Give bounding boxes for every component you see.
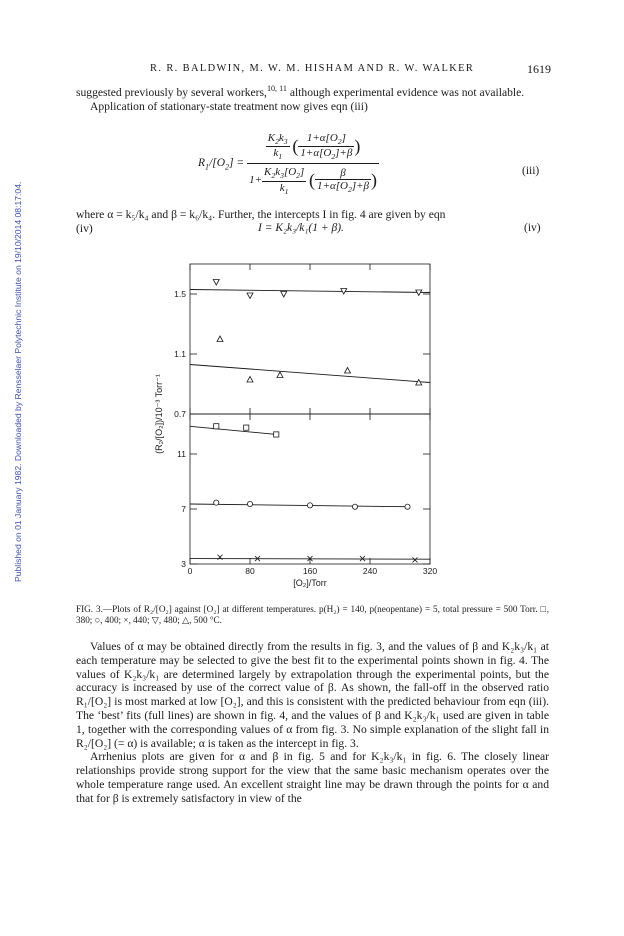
fit-line-400 bbox=[190, 504, 408, 507]
data-point-circle bbox=[214, 500, 219, 505]
running-header: R. R. BALDWIN, M. W. M. HISHAM AND R. W. WALKER bbox=[150, 63, 475, 74]
x-axis-label: [O₂]/Torr bbox=[293, 578, 327, 588]
data-point-inverted-triangle bbox=[281, 292, 287, 298]
where-line: where α = k₅/k₄ and β = k₆/k₄. Further, the intercepts I in fig. 4 are given by eqn bbox=[76, 208, 446, 221]
x-tick-label: 240 bbox=[362, 566, 378, 576]
data-point-triangle bbox=[345, 368, 351, 374]
data-point-circle bbox=[307, 503, 312, 508]
figure-caption: FIG. 3.—Plots of R₂/[O₂] against [O₂] at different temperatures. p(H₂) = 140, p(neopentane) = 5, total pressure = 500 Torr. □, 380; ○, 400; ×, 440; ▽, 480; △, 500 °C. bbox=[76, 604, 549, 626]
chart-marks bbox=[190, 280, 430, 563]
data-point-inverted-triangle bbox=[247, 293, 253, 299]
data-point-circle bbox=[352, 504, 357, 509]
fit-line-380 bbox=[190, 426, 276, 434]
data-point-square bbox=[214, 424, 219, 429]
figure-3-chart bbox=[140, 258, 460, 588]
y-tick-label: 1.1 bbox=[174, 349, 186, 359]
data-point-triangle bbox=[247, 377, 253, 383]
y-tick-label: 11 bbox=[177, 449, 186, 459]
data-point-cross bbox=[360, 556, 365, 561]
data-point-square bbox=[244, 425, 249, 430]
panel-frame bbox=[190, 264, 430, 414]
y-tick-label: 7 bbox=[181, 504, 186, 514]
data-point-triangle bbox=[217, 336, 223, 342]
x-tick-label: 80 bbox=[245, 566, 255, 576]
data-point-square bbox=[274, 432, 279, 437]
data-point-triangle bbox=[277, 372, 283, 378]
x-tick-label: 0 bbox=[187, 566, 193, 576]
eqn-iv-prefix: (iv) bbox=[76, 221, 93, 235]
intro-line-2: Application of stationary-state treatment now gives eqn (iii) bbox=[90, 99, 368, 113]
chart-axes bbox=[190, 264, 430, 564]
data-point-circle bbox=[405, 504, 410, 509]
equation-iii: $R_1/[O_2]$ = $\frac{K_2k_3}{k_1}$ ( $\frac{1+\alpha[O_2]}{1+\alpha[O_2]+\beta}$ ) 1+ $\frac{K_2k_3[O_2]}{k_1}$ ( $\frac{\beta}{1+\alpha[O_2]+\beta}$ ) bbox=[198, 132, 377, 196]
download-notice: Published on 01 January 1982. Downloaded by Rensselaer Polytechnic Institute on 19/10/2014 08:17:04. bbox=[13, 181, 23, 582]
data-point-inverted-triangle bbox=[213, 280, 219, 286]
x-tick-label: 160 bbox=[302, 566, 318, 576]
figure-3 bbox=[140, 258, 460, 593]
equation-iv: I = K₂k₃/k₁(1 + β). bbox=[258, 222, 344, 234]
intro-paragraph bbox=[76, 82, 549, 113]
body-paragraph-2: Arrhenius plots are given for α and β in fig. 5 and for K₂k₃/k₁ in fig. 6. The closely linear relationships provide strong support for the view that the same basic mechanism operates over the whole temperature range used. An excellent straight line may be drawn through the points for α and that for β is extremely satisfactory in view of the bbox=[76, 750, 549, 805]
data-point-circle bbox=[247, 501, 252, 506]
y-tick-label: 3 bbox=[181, 559, 186, 569]
panel-frame bbox=[190, 414, 430, 564]
data-point-cross bbox=[413, 557, 418, 562]
intro-line-cont: although experimental evidence was not available. bbox=[286, 85, 525, 99]
intro-line: suggested previously by several workers, bbox=[76, 85, 267, 99]
y-axis-label: (R₂/[O₂])/10⁻³ Torr⁻¹ bbox=[154, 374, 164, 454]
page-number: 1619 bbox=[527, 62, 551, 76]
equation-iii-number: (iii) bbox=[522, 165, 540, 177]
fit-line-500 bbox=[190, 365, 430, 383]
x-tick-label: 320 bbox=[422, 566, 438, 576]
body-text bbox=[76, 640, 549, 806]
y-tick-label: 0.7 bbox=[174, 409, 186, 419]
body-paragraph-1: Values of α may be obtained directly from the results in fig. 3, and the values of β and K₂k₃/k₁ at each temperature may be selected to give the best fit to the experimental points shown in fig. 4. The values of K₂k₃/k₁ are determined largely by extrapolation through the experimental points, but the accuracy is increased by use of the correct value of β. As shown, the fall-off in the observed ratio R₁/[O₂] is most marked at low [O₂], and this is consistent with the predicted behaviour from eqn (iii). The ‘best’ fits (full lines) are shown in fig. 4, and the values of β and K₂k₃/k₁ used are given in table 1, together with the corresponding values of α from fig. 3. No simple explanation of the slight fall in R₂/[O₂] (= α) is available; α is taken as the intercept in fig. 3. bbox=[76, 640, 549, 750]
y-tick-label: 1.5 bbox=[174, 289, 186, 299]
chart-labels bbox=[154, 289, 437, 588]
intro-refs: 10, 11 bbox=[266, 84, 287, 93]
equation-iv-number: (iv) bbox=[524, 222, 541, 234]
fit-line-480 bbox=[190, 290, 430, 293]
